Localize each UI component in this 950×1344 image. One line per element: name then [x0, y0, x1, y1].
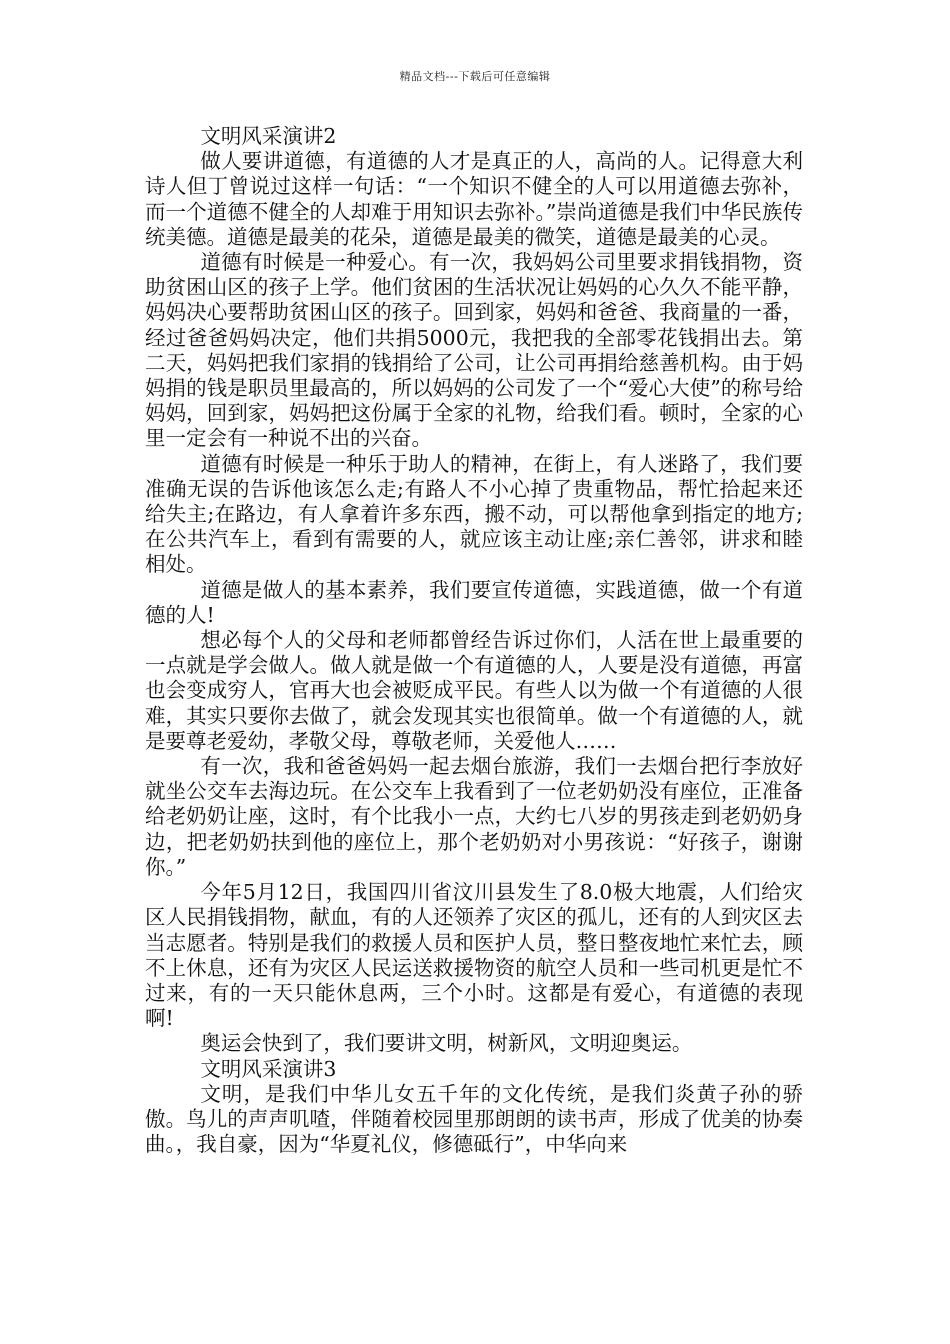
paragraph: 道德有时候是一种乐于助人的精神，在街上，有人迷路了，我们要准确无误的告诉他该怎么走;有路人不小心掉了贵重物品，帮忙拾起来还给失主;在路边，有人拿着许多东西，搬不动，可以帮他拿到指定的地方;在公共汽车上，看到有需要的人，就应该主动让座;亲仁善邻，讲求和睦相处。 [145, 451, 803, 577]
document-body [145, 124, 803, 1157]
paragraph: 文明，是我们中华儿女五千年的文化传统，是我们炎黄子孙的骄傲。鸟儿的声声叽喳，伴随着校园里那朗朗的读书声，形成了优美的协奏曲。，我自豪，因为“华夏礼仪，修德砥行”，中华向来 [145, 1081, 803, 1157]
paragraph: 道德有时候是一种爱心。有一次，我妈妈公司里要求捐钱捐物，资助贫困山区的孩子上学。他们贫困的生活状况让妈妈的心久久不能平静，妈妈决心要帮助贫困山区的孩子。回到家，妈妈和爸爸、我商量的一番，经过爸爸妈妈决定，他们共捐5000元，我把我的全部零花钱捐出去。第二天，妈妈把我们家捐的钱捐给了公司，让公司再捐给慈善机构。由于妈妈捐的钱是职员里最高的，所以妈妈的公司发了一个“爱心大使”的称号给妈妈，回到家，妈妈把这份属于全家的礼物，给我们看。顿时，全家的心里一定会有一种说不出的兴奋。 [145, 250, 803, 451]
paragraph: 做人要讲道德，有道德的人才是真正的人，高尚的人。记得意大利诗人但丁曾说过这样一句话：“一个知识不健全的人可以用道德去弥补，而一个道德不健全的人却难于用知识去弥补。”崇尚道德是我们中华民族传统美德。道德是最美的花朵，道德是最美的微笑，道德是最美的心灵。 [145, 149, 803, 249]
section-title: 文明风采演讲2 [200, 124, 337, 148]
paragraph: 道德是做人的基本素养，我们要宣传道德，实践道德，做一个有道德的人! [145, 577, 803, 627]
page-header: 精品文档---下载后可任意编辑 [399, 70, 551, 83]
paragraph: 想必每个人的父母和老师都曾经告诉过你们，人活在世上最重要的一点就是学会做人。做人就是做一个有道德的人，人要是没有道德，再富也会变成穷人，官再大也会被贬成平民。有些人以为做一个有道德的人很难，其实只要你去做了，就会发现其实也很简单。做一个有道德的人，就是要尊老爱幼，孝敬父母，尊敬老师，关爱他人…… [145, 628, 803, 753]
paragraph: 奥运会快到了，我们要讲文明，树新风，文明迎奥运。 [200, 1031, 693, 1056]
paragraph: 今年5月12日，我国四川省汶川县发生了8.0极大地震，人们给灾区人民捐钱捐物，献血，有的人还领养了灾区的孤儿，还有的人到灾区去当志愿者。特别是我们的救援人员和医护人员，整日整夜地忙来忙去，顾不上休息，还有为灾区人民运送救援物资的航空人员和一些司机更是忙不过来，有的一天只能休息两，三个小时。这都是有爱心，有道德的表现啊! [145, 880, 803, 1031]
section-title: 文明风采演讲3 [200, 1056, 337, 1081]
paragraph: 有一次，我和爸爸妈妈一起去烟台旅游，我们一去烟台把行李放好就坐公交车去海边玩。在公交车上我看到了一位老奶奶没有座位，正准备给老奶奶让座，这时，有个比我小一点，大约七八岁的男孩走到老奶奶身边，把老奶奶扶到他的座位上，那个老奶奶对小男孩说：“好孩子，谢谢你。” [145, 754, 803, 879]
